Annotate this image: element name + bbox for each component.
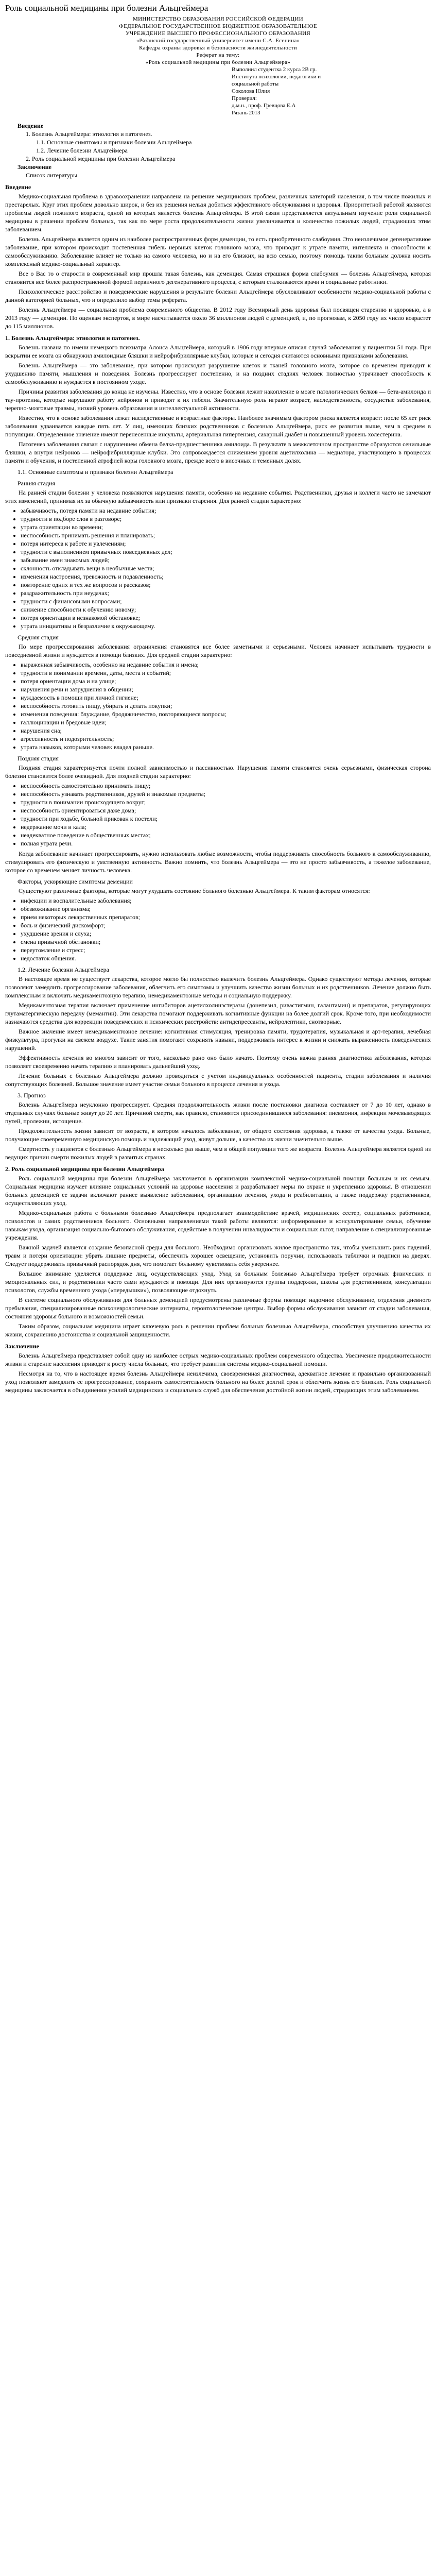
paragraph: Поздняя стадия характеризуется почти полной зависимостью и пассивностью. Нарушения памяти становятся очень серьезными, физическая сторона болезни становится более очевидной. Для поздней стадии характерно: [5, 764, 431, 779]
toc-conclusion: Заключение [18, 163, 51, 171]
paragraph: Болезнь Альцгеймера — это заболевание, при котором происходит разрушение клеток и тканей головного мозга, которое со временем приводит к ухудшению памяти, мышления и поведения. Болезнь прогрессирует постепенно, и на поздних стадиях человек полностью утрачивает способность к самообслуживанию и нуждается в постоянном уходе. [5, 362, 431, 385]
paragraph: Таким образом, социальная медицина играет ключевую роль в решении проблем больных болезнью Альцгеймера, способствуя улучшению качества их жизни, сохранению достоинства и социальной защищенности. [5, 1323, 431, 1338]
list-item: • полная утрата речи. [21, 839, 431, 848]
paragraph: На ранней стадии болезни у человека появляются нарушения памяти, особенно на недавние события. Родственники, друзья и коллеги часто не замечают этих изменений, принимая их за обычную забывчивость или признаки старения. Для ранней стадии характерно: [5, 489, 431, 504]
list-item: • ухудшение зрения и слуха; [21, 929, 431, 938]
paragraph: Лечение больных с болезнью Альцгеймера должно проводиться с учетом индивидуальных особенностей пациента, стадии заболевания и наличия сопутствующих болезней. Большое значение имеет участие семьи больного в процессе лечения и ухода. [5, 1072, 431, 1088]
list-item: • снижение способности к обучению новому; [21, 605, 431, 614]
paragraph: Болезнь Альцгеймера — социальная проблема современного общества. В 2012 году Всемирный день здоровья был посвящен старению и здоровью, а в 2013 году — деменции. По оценкам экспертов, в мире насчитывается около 36 миллионов людей с деменцией, и, по прогнозам, к 2050 году их число возрастет до 115 миллионов. [5, 306, 431, 330]
middle-symptoms-list [5, 660, 431, 751]
list-item: • утрата ориентации во времени; [21, 523, 431, 531]
paragraph: Болезнь Альцгеймера представляет собой одну из наиболее острых медико-социальных проблем современного общества. Увеличение продолжительности жизни и старение населения приводят к росту числа больных, что требует развития системы медико-социальной помощи. [5, 1352, 431, 1367]
list-item: • неспособность принимать решения и планировать; [21, 531, 431, 539]
factors-list [5, 896, 431, 962]
list-item: • боль и физический дискомфорт; [21, 921, 431, 929]
late-symptoms-list [5, 782, 431, 848]
list-item: • неспособность узнавать родственников, друзей и знакомые предметы; [21, 790, 431, 798]
stage-heading-middle: Средняя стадия [18, 634, 59, 641]
subsection-heading: 1.1. Основные симптомы и признаки болезни Альцгеймера [18, 468, 173, 476]
list-item: • нуждаемость в помощи при личной гигиене; [21, 693, 431, 702]
author-line: социальной работы [232, 81, 279, 87]
paragraph: Медикаментозная терапия включает применение ингибиторов ацетилхолинэстеразы (донепезил, ривастигмин, галантамин) и препаратов, регулирующих глутаматергическую передачу (мемантин). Эти лекарства помогают поддерживать когнитивные функции на более долгий срок. Кроме того, при необходимости назначаются средства для коррекции поведенческих и психических расстройств: антидепрессанты, нейролептики, снотворные. [5, 1002, 431, 1025]
prognosis-heading: 3. Прогноз [18, 1092, 46, 1099]
paragraph: В настоящее время не существует лекарства, которое могло бы полностью вылечить болезнь Альцгеймера. Однако существуют методы лечения, которые позволяют замедлить прогрессирование заболевания, облегчить его симптомы и улучшить качество жизни больных и их родственников. Лечение должно быть комплексным и включать медикаментозную терапию, немедикаментозные методы и социальную поддержку. [5, 975, 431, 999]
stage-heading-early: Ранняя стадия [18, 480, 55, 487]
list-item: • трудности в понимании происходящего вокруг; [21, 798, 431, 806]
paragraph: Медико-социальная работа с больными болезнью Альцгеймера предполагает взаимодействие врачей, медицинских сестер, социальных работников, психологов и самих родственников больного. Основными направлениями такой работы являются: информирование и консультирование семьи, обучение навыкам ухода, организация социально-бытового обслуживания, содействие в получении инвалидности и социальных льгот, направление в специализированные учреждения. [5, 1209, 431, 1241]
paragraph: Болезнь Альцгеймера является одним из наиболее распространенных форм деменции, то есть приобретенного слабоумия. Это неизлечимое дегенеративное заболевание, при котором происходит постепенная гибель нервных клеток головного мозга, что приводит к утрате памяти, интеллекта и способности к самообслуживанию. Заболевание влияет не только на самого человека, но и на его близких, на всю семью, поэтому помощь таким больным должна носить комплексный медико-социальный характер. [5, 235, 431, 267]
paragraph: Эффективность лечения во многом зависит от того, насколько рано оно было начато. Поэтому очень важна ранняя диагностика заболевания, которая позволяет своевременно начать терапию и планировать дальнейший уход. [5, 1054, 431, 1070]
list-item: • трудности с финансовыми вопросами; [21, 597, 431, 605]
list-item: • выраженная забывчивость, особенно на недавние события и имена; [21, 660, 431, 669]
list-item: • забывание имен знакомых людей; [21, 556, 431, 564]
paragraph: Несмотря на то, что в настоящее время болезнь Альцгеймера неизлечима, своевременная диагностика, адекватное лечение и правильно организованный уход позволяют замедлить ее прогрессирование, сохранить самостоятельность больного на более долгий срок и облегчить жизнь его близких. Роль социальной медицины заключается в объединении усилий медицинских и социальных служб для обеспечения достойной жизни людей, страдающих этим заболеванием. [5, 1370, 431, 1394]
paragraph: Болезнь названа по имени немецкого психиатра Алоиса Альцгеймера, который в 1906 году впервые описал случай заболевания у пациентки 51 года. При вскрытии ее мозга он обнаружил амилоидные бляшки и нейрофибриллярные клубки, которые и сегодня считаются основными признаками заболевания. [5, 344, 431, 359]
table-of-contents [5, 122, 431, 179]
intro-heading: Введение [5, 183, 31, 191]
list-item: • неадекватное поведение в общественных местах; [21, 831, 431, 839]
paragraph: Большое внимание уделяется поддержке лиц, осуществляющих уход. Уход за больным болезнью Альцгеймера требует огромных физических и эмоциональных сил, и родственники часто сами нуждаются в помощи. Для них организуются группы поддержки, школы для родственников, консультации психологов, службы временного ухода («передышки»), позволяющие отдохнуть. [5, 1270, 431, 1294]
list-item: • забывчивость, потеря памяти на недавние события; [21, 506, 431, 515]
paragraph: Патогенез заболевания связан с нарушением обмена белка-предшественника амилоида. В результате в межклеточном пространстве образуются сенильные бляшки, а внутри нейронов — нейрофибриллярные клубки. Это сопровождается снижением уровня ацетилхолина — медиатора, участвующего в процессах памяти и обучения, и постепенной атрофией коры головного мозга, прежде всего в височных и теменных долях. [5, 440, 431, 464]
title-page-org-line: «Рязанский государственный университет имени С.А. Есенина» [136, 38, 300, 44]
list-item: • неспособность самостоятельно принимать пищу; [21, 782, 431, 790]
title-page-org-line: ФЕДЕРАЛЬНОЕ ГОСУДАРСТВЕННОЕ БЮДЖЕТНОЕ ОБРАЗОВАТЕЛЬНОЕ [119, 23, 317, 29]
list-item: • утрата навыков, которыми человек владел раньше. [21, 743, 431, 751]
list-item: • склонность откладывать вещи в необычные места; [21, 564, 431, 572]
title-page-org-line: МИНИСТЕРСТВО ОБРАЗОВАНИЯ РОССИЙСКОЙ ФЕДЕРАЦИИ [133, 16, 303, 22]
list-item: • потеря ориентации дома и на улице; [21, 677, 431, 685]
list-item: • потеря интереса к работе и увлечениям; [21, 539, 431, 548]
paragraph: В системе социального обслуживания для больных деменцией предусмотрены различные формы помощи: надомное обслуживание, отделения дневного пребывания, специализированные психоневрологические интернаты, геронтологические центры. Выбор формы обслуживания зависит от стадии заболевания, состояния здоровья больного и возможностей семьи. [5, 1296, 431, 1320]
title-page-org-line: «Роль социальной медицины при болезни Альцгеймера» [145, 59, 291, 65]
title-page-org-line: Кафедра охраны здоровья и безопасности жизнедеятельности [139, 45, 297, 51]
list-item: • неспособность ориентироваться даже дома; [21, 806, 431, 815]
stage-heading-late: Поздняя стадия [18, 755, 59, 762]
document-title: Роль социальной медицины при болезни Альцгеймера [5, 3, 208, 13]
list-item: • инфекции и воспалительные заболевания; [21, 896, 431, 905]
early-symptoms-list [5, 506, 431, 630]
list-item: • прием некоторых лекарственных препаратов; [21, 913, 431, 921]
paragraph: Медико-социальная проблема в здравоохранении направлена на решение медицинских проблем, различных категорий населения, в том числе пожилых и престарелых. Круг этих проблем довольно широк, и без их решения нельзя добиться эффективного обслуживания и здоровья. Приоритетной работой являются проблемы людей пожилого возраста, одной из которых является болезнь Альцгеймера. В этой связи представляется актуальным изучение роли социальной медицины в решении проблем больных, так как по мере роста продолжительности жизни увеличивается и количество пожилых людей, страдающих этим заболеванием. [5, 193, 431, 233]
list-item: • галлюцинации и бредовые идеи; [21, 718, 431, 726]
author-line: Проверил: [232, 95, 257, 101]
paragraph: Все о Вас то о старости в современный мир прошла такая болезнь, как деменция. Самая страшная форма слабоумия — болезнь Альцгеймера, которая становится все более распространенной формой первичного дегенеративного процесса, с которым сталкиваются врачи и социальные работники. [5, 270, 431, 285]
list-item: • нарушения сна; [21, 726, 431, 735]
factors-heading: Факторы, ускоряющие симптомы деменции [18, 878, 133, 885]
paragraph: Смертность у пациентов с болезнью Альцгеймера в несколько раз выше, чем в общей популяции того же возраста. Болезнь Альцгеймера является одной из ведущих причин смерти пожилых людей в развитых странах. [5, 1145, 431, 1161]
toc-references: Список литературы [26, 172, 78, 179]
paragraph: Известно, что в основе заболевания лежат наследственные и возрастные факторы. Наиболее значимым фактором риска является возраст: после 65 лет риск заболевания удваивается каждые пять лет. У лиц, имеющих близких родственников с болезнью Альцгеймера, риск ее развития выше, чем в среднем в популяции. Определенное значение имеют перенесенные инсульты, артериальная гипертензия, сахарный диабет и повышенный уровень холестерина. [5, 414, 431, 438]
list-item: • раздражительность при неудачах; [21, 589, 431, 597]
paragraph: Когда заболевание начинает прогрессировать, нужно использовать любые возможности, чтобы поддерживать способность больного к самообслуживанию, стимулировать его физическую и умственную активность. Важно помнить, что болезнь Альцгеймера — это не просто забывчивость, а тяжелое заболевание, которое со временем меняет личность человека. [5, 850, 431, 874]
list-item: • потеря ориентации в незнакомой обстановке; [21, 614, 431, 622]
author-line: Соколова Юлия [232, 88, 270, 94]
author-line: Выполнил студентка 2 курса 2В гр. [232, 66, 317, 73]
list-item: • обезвоживание организма; [21, 905, 431, 913]
list-item: • трудности в понимании времени, даты, места и событий; [21, 669, 431, 677]
paragraph: Болезнь Альцгеймера неуклонно прогрессирует. Средняя продолжительность жизни после постановки диагноза составляет от 7 до 10 лет, однако в отдельных случаях больные живут до 20 лет. Причиной смерти, как правило, становятся присоединившиеся заболевания: пневмония, инфекции мочевыводящих путей, пролежни, истощение. [5, 1101, 431, 1125]
author-line: Рязань 2013 [232, 110, 260, 116]
list-item: • недержание мочи и кала; [21, 823, 431, 831]
list-item: • изменения настроения, тревожность и подавленность; [21, 572, 431, 581]
toc-sub-item: 1.1. Основные симптомы и признаки болезни Альцгеймера [36, 139, 192, 146]
toc-item: 1. Болезнь Альцгеймера: этиология и патогенез. [26, 130, 152, 138]
paragraph: Существуют различные факторы, которые могут ухудшать состояние больного болезнью Альцгеймера. К таким факторам относятся: [19, 887, 370, 894]
list-item: • нарушения речи и затруднения в общении; [21, 685, 431, 693]
list-item: • агрессивность и подозрительность; [21, 735, 431, 743]
toc-sub-item: 1.2. Лечение болезни Альцгеймера [36, 147, 128, 154]
title-page [5, 15, 431, 116]
paragraph: Причины развития заболевания до конца не изучены. Известно, что в основе болезни лежит накопление в мозге патологических белков — бета-амилоида и тау-протеина, которые нарушают работу нейронов и приводят к их гибели. Значительную роль играют возраст, наследственность, сосудистые заболевания, черепно-мозговые травмы, низкий уровень образования и интеллектуальной активности. [5, 388, 431, 412]
title-page-org-line: Реферат на тему: [196, 52, 240, 58]
section-1-heading: 1. Болезнь Альцгеймера: этиология и патогенез. [5, 334, 140, 342]
list-item: • трудности с выполнением привычных повседневных дел; [21, 548, 431, 556]
list-item: • трудности в подборе слов в разговоре; [21, 515, 431, 523]
list-item: • трудности при ходьбе, больной прикован к постели; [21, 815, 431, 823]
author-line: Института психологии, педагогики и [232, 74, 321, 80]
title-page-org-line: УЧРЕЖДЕНИЕ ВЫСШЕГО ПРОФЕССИОНАЛЬНОГО ОБРАЗОВАНИЯ [126, 30, 310, 37]
paragraph: Важной задачей является создание безопасной среды для больного. Необходимо организовать жилое пространство так, чтобы уменьшить риск падений, травм и потери ориентации: убрать лишние предметы, обеспечить хорошее освещение, установить поручни, использовать таблички и подписи на дверях. Следует поддерживать привычный распорядок дня, что помогает больному чувствовать себя увереннее. [5, 1244, 431, 1267]
section-2-heading: 2. Роль социальной медицины при болезни Альцгеймера [5, 1165, 164, 1173]
paragraph: Роль социальной медицины при болезни Альцгеймера заключается в организации комплексной медико-социальной помощи больным и их семьям. Социальная медицина изучает влияние социальных условий на здоровье населения и разрабатывает меры по охране и укреплению здоровья. В отношении больных деменцией ее задачи включают раннее выявление заболевания, организацию лечения, ухода и реабилитации, а также поддержку родственников, осуществляющих уход. [5, 1175, 431, 1207]
toc-item: 2. Роль социальной медицины при болезни Альцгеймера [26, 155, 176, 162]
paragraph: Важное значение имеет немедикаментозное лечение: когнитивная стимуляция, тренировка памяти, трудотерапия, музыкальная и арт-терапия, лечебная физкультура, прогулки на свежем воздухе. Такие занятия помогают сохранять навыки, поддерживать интерес к жизни и снижать выраженность поведенческих нарушений. [5, 1028, 431, 1052]
list-item: • утрата инициативы и безразличие к окружающему. [21, 622, 431, 630]
author-line: д.м.н., проф. Гревцова Е.А [232, 103, 296, 109]
list-item: • повторение одних и тех же вопросов и рассказов; [21, 581, 431, 589]
subsection-heading: 1.2. Лечение болезни Альцгеймера [18, 966, 109, 973]
list-item: • недостаток общения. [21, 954, 431, 962]
list-item: • неспособность готовить пищу, убирать и делать покупки; [21, 702, 431, 710]
paragraph: Продолжительность жизни зависит от возраста, в котором началось заболевание, от общего состояния здоровья, а также от качества ухода. Больные, получающие своевременную медицинскую помощь и надлежащий уход, живут дольше, а качество их жизни значительно выше. [5, 1127, 431, 1143]
list-item: • смена привычной обстановки; [21, 938, 431, 946]
conclusion-heading: Заключение [5, 1343, 39, 1350]
paragraph: Психологическое расстройство и поведенческие нарушения в результате болезни Альцгеймера обусловливают особенности медико-социальной работы с данной категорией больных, что и определило выбор темы реферата. [5, 288, 431, 303]
toc-heading: Введение [18, 122, 44, 129]
list-item: • переутомление и стресс; [21, 946, 431, 954]
list-item: • изменения поведения: блуждание, бродяжничество, повторяющиеся вопросы; [21, 710, 431, 718]
paragraph: По мере прогрессирования заболевания ограничения становятся все более заметными и серьезными. Человек начинает испытывать трудности в повседневной жизни и нуждается в помощи близких. Для средней стадии характерно: [5, 643, 431, 658]
author-block [232, 66, 431, 116]
